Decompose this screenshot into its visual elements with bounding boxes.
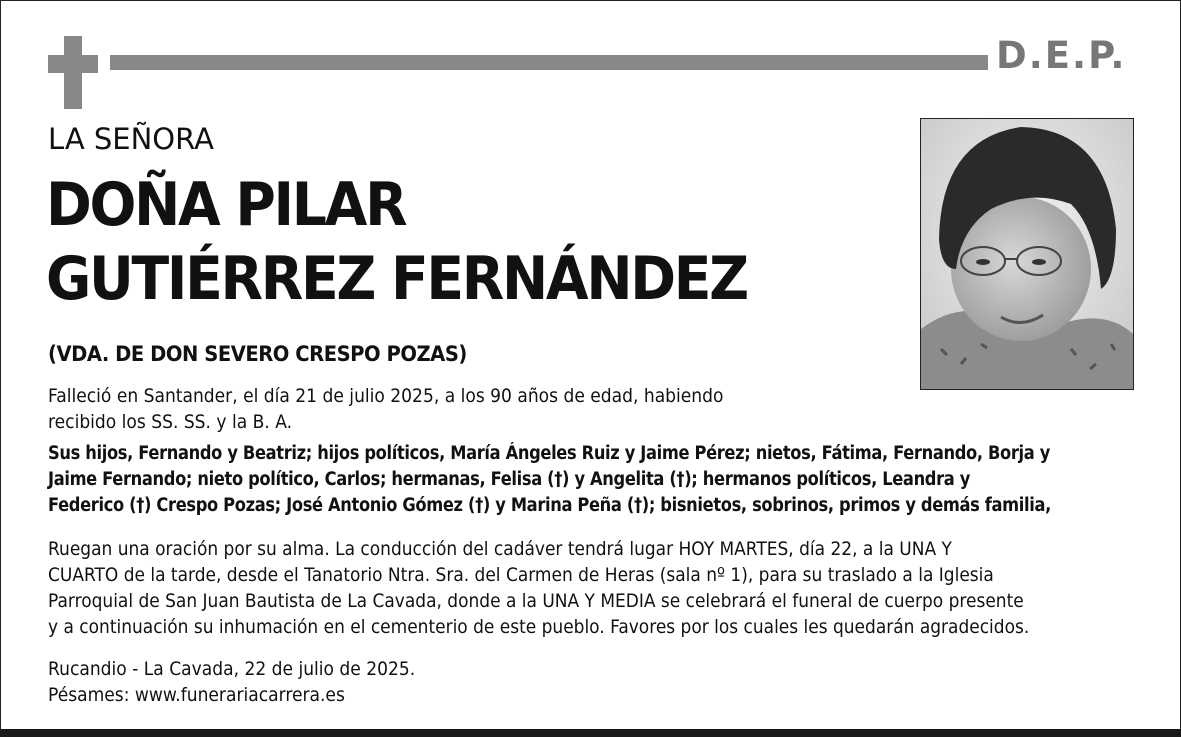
portrait-photo — [920, 118, 1134, 390]
condolences-link[interactable]: Pésames: www.funerariacarrera.es — [48, 684, 345, 706]
text-line: Sus hijos, Fernando y Beatriz; hijos políticos, María Ángeles Ruiz y Jaime Pérez; nietos, Fátima, Fernando, Borja y — [48, 443, 1051, 464]
bottom-border — [0, 729, 1181, 737]
honorific: LA SEÑORA — [48, 122, 214, 156]
text-line: Federico (†) Crespo Pozas; José Antonio Gómez (†) y Marina Peña (†); bisnietos, sobrinos, primos y demás familia, — [48, 495, 1051, 516]
text-line: Jaime Fernando; nieto político, Carlos; hermanas, Felisa (†) y Angelita (†); hermanos políticos, Leandra y — [48, 469, 970, 490]
text-line: recibido los SS. SS. y la B. A. — [48, 411, 293, 433]
place-date: Rucandio - La Cavada, 22 de julio de 2025. — [48, 658, 416, 680]
family-paragraph — [48, 441, 1051, 519]
header-rule — [110, 55, 988, 70]
cross-icon-bar — [48, 55, 98, 73]
text-line: Ruegan una oración por su alma. La conducción del cadáver tendrá lugar HOY MARTES, día 22, a la UNA Y — [48, 538, 952, 560]
text-line: y a continuación su inhumación en el cementerio de este pueblo. Favores por los cuales les quedarán agradecidos. — [48, 616, 1030, 638]
closing-block — [48, 656, 415, 708]
portrait-illustration — [921, 119, 1133, 389]
text-line: Falleció en Santander, el día 21 de julio 2025, a los 90 años de edad, habiendo — [48, 385, 724, 407]
widow-of: (VDA. DE DON SEVERO CRESPO POZAS) — [48, 342, 467, 366]
text-line: CUARTO de la tarde, desde el Tanatorio Ntra. Sra. del Carmen de Heras (sala nº 1), para su traslado a la Iglesia — [48, 564, 994, 586]
dep-label: D.E.P. — [996, 34, 1127, 77]
death-paragraph — [48, 383, 723, 435]
text-line: Parroquial de San Juan Bautista de La Cavada, donde a la UNA Y MEDIA se celebrará el funeral de cuerpo presente — [48, 590, 1024, 612]
service-paragraph — [48, 536, 1029, 640]
name-line-1: DOÑA PILAR — [46, 170, 406, 240]
name-line-2: GUTIÉRREZ FERNÁNDEZ — [46, 244, 747, 314]
deceased-name — [46, 168, 747, 316]
